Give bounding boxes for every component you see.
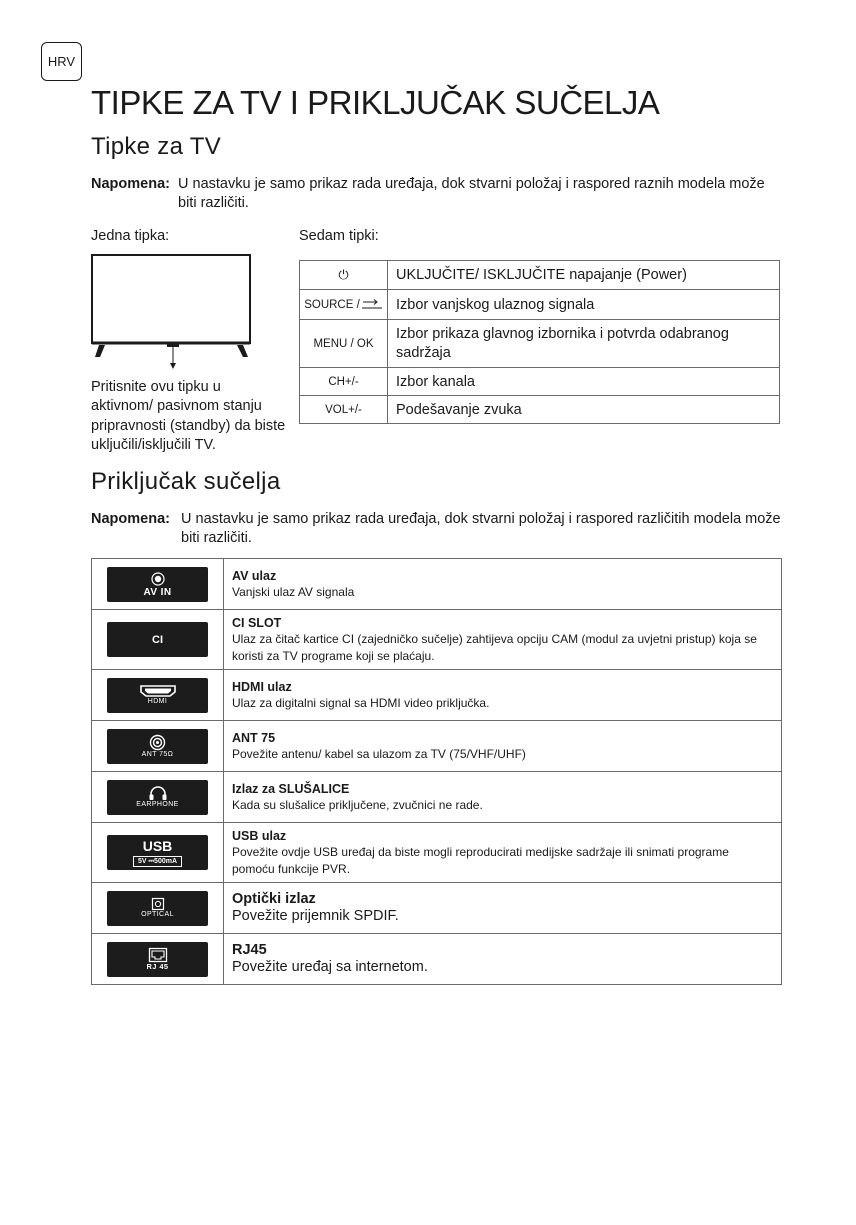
port-title: HDMI ulaz: [232, 679, 292, 694]
source-input-icon: [361, 298, 383, 310]
key-cell: CH+/-: [300, 368, 388, 396]
optical-port-glyph: [151, 897, 165, 911]
key-row: [300, 320, 780, 368]
seven-keys-label: Sedam tipki:: [299, 228, 379, 244]
headphones-glyph: [148, 785, 168, 801]
port-label: CI: [152, 633, 163, 646]
port-row: [92, 823, 782, 883]
port-title: CI SLOT: [232, 615, 282, 630]
port-icon-cell: [92, 670, 224, 721]
port-label: ANT 75Ω: [141, 750, 174, 758]
port-label: AV IN: [143, 586, 172, 598]
av-in-icon: [107, 567, 208, 602]
key-cell: [300, 290, 388, 320]
ethernet-port-glyph: [148, 947, 168, 963]
port-title: Optički izlaz: [232, 890, 316, 907]
port-icon-cell: [92, 610, 224, 670]
port-desc: Vanjski ulaz AV signala: [232, 584, 355, 599]
key-desc: Izbor kanala: [388, 368, 780, 396]
antenna-icon: [107, 729, 208, 764]
key-row: [300, 261, 780, 290]
port-desc-cell: [224, 772, 782, 823]
one-key-label: Jedna tipka:: [91, 228, 170, 244]
earphone-icon: [107, 780, 208, 815]
port-label: OPTICAL: [141, 911, 174, 918]
note-text: U nastavku je samo prikaz rada uređaja, dok stvarni položaj i raspored različitih modela može biti različiti.: [181, 511, 781, 546]
port-row: [92, 883, 782, 934]
port-desc-cell: [224, 934, 782, 985]
key-desc: Izbor vanjskog ulaznog signala: [388, 290, 780, 320]
port-desc: Ulaz za čitač kartice CI (zajedničko sučelje) zahtijeva opciju CAM (modul za uvjetni pristup) koja se koristi za TV programe koji se plaćaju.: [232, 631, 757, 663]
port-icon-cell: [92, 772, 224, 823]
key-name: SOURCE /: [304, 299, 360, 311]
note-text: U nastavku je samo prikaz rada uređaja, dok stvarni položaj i raspored raznih modela može biti različiti.: [178, 176, 765, 211]
ports-table: [91, 558, 782, 985]
note-label: Napomena:: [91, 176, 170, 192]
tv-illustration: [91, 253, 255, 373]
port-row: [92, 610, 782, 670]
port-title: RJ45: [232, 941, 267, 958]
note-interface: [91, 510, 786, 548]
optical-icon: [107, 891, 208, 926]
usb-rating: 5V ⎓500mA: [133, 856, 182, 867]
key-row: [300, 396, 780, 424]
port-desc: Ulaz za digitalni signal sa HDMI video priključka.: [232, 695, 490, 710]
key-cell: VOL+/-: [300, 396, 388, 424]
port-label: RJ 45: [146, 962, 169, 971]
page-title: TIPKE ZA TV I PRIKLJUČAK SUČELJA: [91, 84, 660, 121]
note-label: Napomena:: [91, 511, 170, 527]
port-desc: Povežite ovdje USB uređaj da biste mogli reproducirati medijske sadržaje ili snimati programe pomoću funkcije PVR.: [232, 844, 729, 876]
port-title: Izlaz za SLUŠALICE: [232, 781, 350, 796]
port-title: AV ulaz: [232, 568, 277, 583]
port-desc-cell: [224, 721, 782, 772]
ci-slot-icon: [107, 622, 208, 657]
port-desc-cell: [224, 823, 782, 883]
port-desc: Povežite uređaj sa internetom.: [232, 958, 428, 975]
port-row: [92, 559, 782, 610]
antenna-jack-glyph: [149, 734, 166, 751]
port-desc: Kada su slušalice priključene, zvučnici ne rade.: [232, 797, 483, 812]
port-icon-cell: [92, 721, 224, 772]
port-icon-cell: [92, 559, 224, 610]
hdmi-connector-glyph: [139, 684, 177, 698]
section-heading-interface: Priključak sučelja: [91, 468, 281, 495]
key-row: [300, 290, 780, 320]
port-label: HDMI: [147, 698, 168, 705]
port-desc-cell: [224, 670, 782, 721]
key-desc: Izbor prikaza glavnog izbornika i potvrda odabranog sadržaja: [388, 320, 780, 368]
one-key-caption: Pritisnite ovu tipku u aktivnom/ pasivnom stanju pripravnosti (standby) da biste uključili/isključili TV.: [91, 379, 286, 453]
port-label: EARPHONE: [136, 801, 179, 808]
key-desc: UKLJUČITE/ ISKLJUČITE napajanje (Power): [388, 261, 780, 290]
port-desc: Povežite antenu/ kabel sa ulazom za TV (75/VHF/UHF): [232, 746, 526, 761]
port-row: [92, 772, 782, 823]
key-row: [300, 368, 780, 396]
key-cell: MENU / OK: [300, 320, 388, 368]
hdmi-icon: [107, 678, 208, 713]
port-title: USB ulaz: [232, 828, 287, 843]
power-icon: ⏻: [338, 267, 349, 283]
port-desc-cell: [224, 610, 782, 670]
key-desc: Podešavanje zvuka: [388, 396, 780, 424]
port-label: USB: [142, 837, 173, 854]
keys-table: [299, 260, 780, 424]
port-icon-cell: [92, 883, 224, 934]
port-row: [92, 721, 782, 772]
language-tag: HRV: [41, 42, 82, 81]
port-title: ANT 75: [232, 730, 276, 745]
port-desc: Povežite prijemnik SPDIF.: [232, 907, 399, 924]
note-buttons: [91, 175, 778, 213]
usb-icon: [107, 835, 208, 870]
key-cell: [300, 261, 388, 290]
port-desc-cell: [224, 883, 782, 934]
port-desc-cell: [224, 559, 782, 610]
port-icon-cell: [92, 934, 224, 985]
av-jack-glyph: [150, 571, 166, 587]
port-row: [92, 670, 782, 721]
port-icon-cell: [92, 823, 224, 883]
rj45-icon: [107, 942, 208, 977]
port-row: [92, 934, 782, 985]
section-heading-buttons: Tipke za TV: [91, 133, 222, 160]
